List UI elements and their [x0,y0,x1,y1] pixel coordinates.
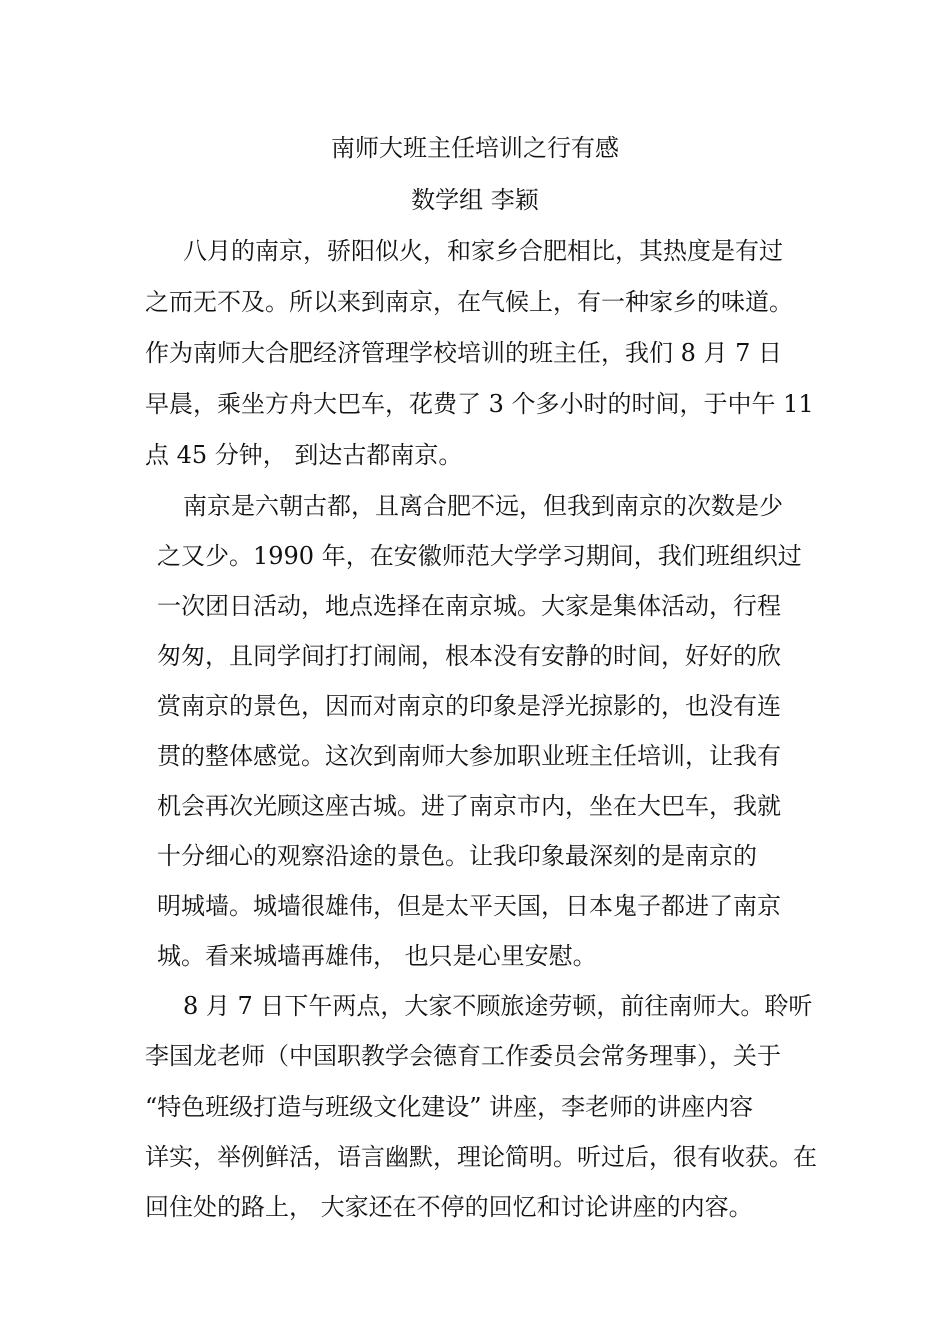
paragraph-2-line: 机会再次光顾这座古城。进了南京市内，坐在大巴车，我就 [157,792,781,820]
paragraph-3-line: 回住处的路上， 大家还在不停的回忆和讨论讲座的内容。 [145,1193,753,1221]
author-line: 数学组 李颖 [411,186,539,214]
paragraph-2-line: 城。看来城墙再雄伟， 也只是心里安慰。 [157,942,597,970]
paragraph-2-line: 匆匆，且同学间打打闹闹，根本没有安静的时间，好好的欣 [157,642,781,670]
paragraph-3-line: 详实，举例鲜活，语言幽默，理论简明。听过后，很有收获。在 [145,1143,817,1171]
paragraph-2-line: 南京是六朝古都，且离合肥不远，但我到南京的次数是少 [183,492,783,520]
document-title: 南师大班主任培训之行有感 [331,134,619,162]
paragraph-1-line: 作为南师大合肥经济管理学校培训的班主任，我们 8 月 7 日 [145,339,783,367]
paragraph-1-line: 之而无不及。所以来到南京，在气候上，有一种家乡的味道。 [145,288,793,316]
paragraph-3-line: 李国龙老师（中国职教学会德育工作委员会常务理事），关于 [145,1042,781,1070]
paragraph-2-line: 明城墙。城墙很雄伟，但是太平天国，日本鬼子都进了南京 [157,892,781,920]
paragraph-3-line: 8 月 7 日下午两点，大家不顾旅途劳顿，前往南师大。聆听 [183,992,813,1020]
paragraph-1-line: 八月的南京，骄阳似火，和家乡合肥相比，其热度是有过 [183,237,783,265]
paragraph-2-line: 赏南京的景色，因而对南京的印象是浮光掠影的，也没有连 [157,692,781,720]
paragraph-1-line: 早晨，乘坐方舟大巴车，花费了 3 个多小时的时间，于中午 11 [145,390,814,418]
paragraph-2-line: 一次团日活动，地点选择在南京城。大家是集体活动，行程 [157,592,781,620]
paragraph-3-line: “特色班级打造与班级文化建设” 讲座，李老师的讲座内容 [145,1093,754,1121]
paragraph-2-line: 之又少。1990 年，在安徽师范大学学习期间，我们班组织过 [157,542,802,570]
paragraph-2-line: 十分细心的观察沿途的景色。让我印象最深刻的是南京的 [157,842,757,870]
paragraph-2-line: 贯的整体感觉。这次到南师大参加职业班主任培训，让我有 [157,742,781,770]
paragraph-1-line: 点 45 分钟， 到达古都南京。 [145,441,463,469]
